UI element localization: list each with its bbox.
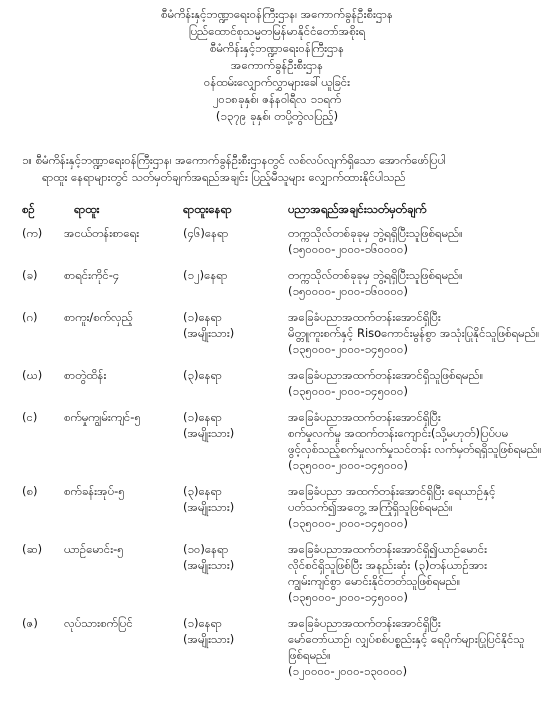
positions-table [0,225,554,689]
row-qual-line: တက္ကသိုလ်တစ်ခုခုမှ ဘွဲ့ရရှိပြီးသူဖြစ်ရမည်။ [288,268,463,282]
row-position: စာရင်းကိုင်-၄ [64,268,120,282]
row-qual-line: ကျွမ်းကျင်စွာ မောင်းနိုင်တတ်သူဖြစ်ရမည်။ [288,574,461,588]
table-row [0,367,554,399]
row-no: (ခ) [22,268,38,282]
row-qual-line: လိုင်စင်ရှိသူဖြစ်ပြီး အနည်းဆုံး (၃)တန်ယာဉ်အား [288,558,488,572]
row-no: (က) [22,226,43,240]
header-line-date: ၂၀၁၈ခုနှစ်၊ ဇန်နဝါရီလ ၁၁ရက် [212,92,342,106]
row-qual-line: ပတ်သက်၍အတွေ့ အကြုံရှိသူဖြစ်ရမည်။ [288,500,453,514]
intro-line-1: ၁။ စီမံကိန်းနှင့်ဘဏ္ဍာရေးဝန်ကြီးဌာန၊ အကောက်ခွန်ဦးစီးဌာနတွင် လစ်လပ်လျက်ရှိသော အောက်ဖော်ပြပါ [22,153,446,167]
row-count [183,267,283,283]
table-row [0,615,554,679]
row-count-line: (၁၀)နေရာ [183,542,229,556]
row-count-line: (၁၂)နေရာ [183,268,228,282]
notice-header [0,6,554,125]
intro-line-2: ရာထူး နေရာများတွင် သတ်မှတ်ချက်အရည်အချင်း ပြည့်မီသူများ လျှောက်ထားနိုင်ပါသည် [42,170,406,184]
header-line-government: ပြည်ထောင်စုသမ္မတမြန်မာနိုင်ငံတော်အစိုးရ [188,24,366,38]
header-line-announcement-title: ဝန်ထမ်းလျှောက်လွှာများခေါ်ယူခြင်း [203,75,351,89]
row-salary: (၁၅၀၀၀၀-၂၀၀၀-၁၆၀၀၀၀) [288,242,408,256]
header-line-ministry: စီမံကိန်းနှင့်ဘဏ္ဍာရေးဝန်ကြီးဌာန [209,41,345,55]
row-qual-line: အခြေခံပညာအထက်တန်းအောင်ရှိ၍ယာဉ်မောင်း [288,542,488,556]
table-row [0,409,554,473]
row-position: စက်ခန်းအုပ်-၅ [64,484,125,498]
header-line-myanmar-date: (၁၃၇၉ ခုနှစ်၊ တပို့တွဲလပြည့်) [215,109,339,123]
row-count-gender: (အမျိုးသား) [183,326,235,340]
row-salary: (၁၃၅၀၀၀-၂၀၀၀-၁၄၅၀၀၀) [288,384,408,398]
row-position: အငယ်တန်းစာရေး [64,226,140,240]
row-count-line: (၁)နေရာ [183,410,222,424]
row-count [183,541,283,573]
row-count [183,225,283,241]
row-qualification [288,267,538,299]
row-count-gender: (အမျိုးသား) [183,500,235,514]
row-position: စက်မှုကျွမ်းကျင်-၅ [64,410,141,424]
row-count-gender: (အမျိုးသား) [183,426,235,440]
header-line-department: အကောက်ခွန်ဦးစီးဌာန [230,58,324,72]
row-no: (စ) [22,484,38,498]
row-qualification [288,409,542,473]
row-qualification [288,541,538,605]
row-qualification [288,309,538,357]
header-line-ministry-department: စီမံကိန်းနှင့်ဘဏ္ဍာရေးဝန်ကြီးဌာန၊ အကောက်ခွန်ဦးစီးဌာန [161,7,393,21]
row-count-line: (၁)နေရာ [183,310,222,324]
row-no: (င) [22,410,38,424]
row-qual-line: အခြေခံပညာအထက်တန်းအောင်ရှိသူဖြစ်ရမည်။ [288,368,484,382]
header-count: ရာထူးနေရာ [183,202,232,216]
row-qual-line: ဖွင့်လှစ်သည့်စက်မှုလက်မှုသင်တန်း လက်မှတ်ရရှိသူဖြစ်ရမည်။ [288,442,542,456]
row-count-gender: (အမျိုးသား) [183,632,235,646]
row-position: ယာဉ်မောင်း-၅ [64,542,124,556]
row-qualification [288,615,538,679]
row-count [183,309,283,341]
row-qual-line: အခြေခံပညာ အထက်တန်းအောင်ရှိပြီး ရေယာဉ်နှင့် [288,484,496,498]
row-qualification [288,225,538,257]
row-count-line: (၁)နေရာ [183,616,222,630]
intro-paragraph [22,152,537,186]
row-salary: (၁၂၀၀၀၀-၂၀၀၀-၁၃၀၀၀၀) [288,664,408,678]
table-row [0,225,554,257]
row-qual-line: မိတ္တူကူးစက်နှင့် Risoကောင်းမွန်စွာ အသုံးပြုနိုင်သူဖြစ်ရမည်။ [288,326,540,340]
row-salary: (၁၃၅၀၀၀-၂၀၀၀-၁၄၅၀၀၀) [288,342,408,356]
row-count [183,367,283,383]
row-qualification [288,483,538,531]
row-salary: (၁၃၅၀၀၀-၂၀၀၀-၁၄၅၀၀၀) [288,458,408,472]
row-count [183,409,283,441]
row-salary: (၁၅၀၀၀၀-၂၀၀၀-၁၆၀၀၀၀) [288,284,408,298]
row-count-line: (၄၆)နေရာ [183,226,229,240]
table-row [0,541,554,605]
row-qual-line: အခြေခံပညာအထက်တန်းအောင်ရှိပြီး [288,410,441,424]
row-no: (ဃ) [22,368,43,382]
row-count-gender: (အမျိုးသား) [183,558,235,572]
row-qual-line: အခြေခံပညာအထက်တန်းအောင်ရှိပြီး [288,616,441,630]
table-row [0,483,554,531]
row-count [183,483,283,515]
header-no: စဉ် [22,202,35,216]
row-count-line: (၃)နေရာ [183,484,222,498]
row-salary: (၁၃၅၀၀၀-၂၀၀၀-၁၄၅၀၀၀) [288,516,408,530]
row-qual-line: ဖြစ်ရမည်။ [288,648,331,662]
header-position: ရာထူး [74,202,100,216]
row-count-line: (၃)နေရာ [183,368,222,382]
row-no: (ဇ) [22,616,38,630]
row-qual-line: တက္ကသိုလ်တစ်ခုခုမှ ဘွဲ့ရရှိပြီးသူဖြစ်ရမည်။ [288,226,463,240]
row-position: စာတွဲထိန်း [64,368,107,382]
row-qual-line: စက်မှုလက်မှု အထက်တန်းကျောင်း(သို့မဟုတ်)ပြပ်ပမ [288,426,509,440]
row-salary: (၁၃၅၀၀၀-၂၀၀၀-၁၄၅၀၀၀) [288,590,408,604]
row-qual-line: မော်တော်ယာဉ်၊ လျှပ်စစ်ပစ္စည်းနှင့် ရေပိုက်များပြုပြင်နိုင်သူ [288,632,525,646]
row-position: စာကူး/စက်လှည့် [64,310,133,324]
row-count [183,615,283,647]
table-row [0,309,554,357]
row-qualification [288,367,538,399]
row-position: လုပ်သားစက်ပြင် [64,616,133,630]
row-no: (ဂ) [22,310,38,324]
table-row [0,267,554,299]
row-qual-line: အခြေခံပညာအထက်တန်းအောင်ရှိပြီး [288,310,441,324]
header-qualification: ပညာအရည်အချင်းသတ်မှတ်ချက် [288,202,427,216]
row-no: (ဆ) [22,542,43,556]
